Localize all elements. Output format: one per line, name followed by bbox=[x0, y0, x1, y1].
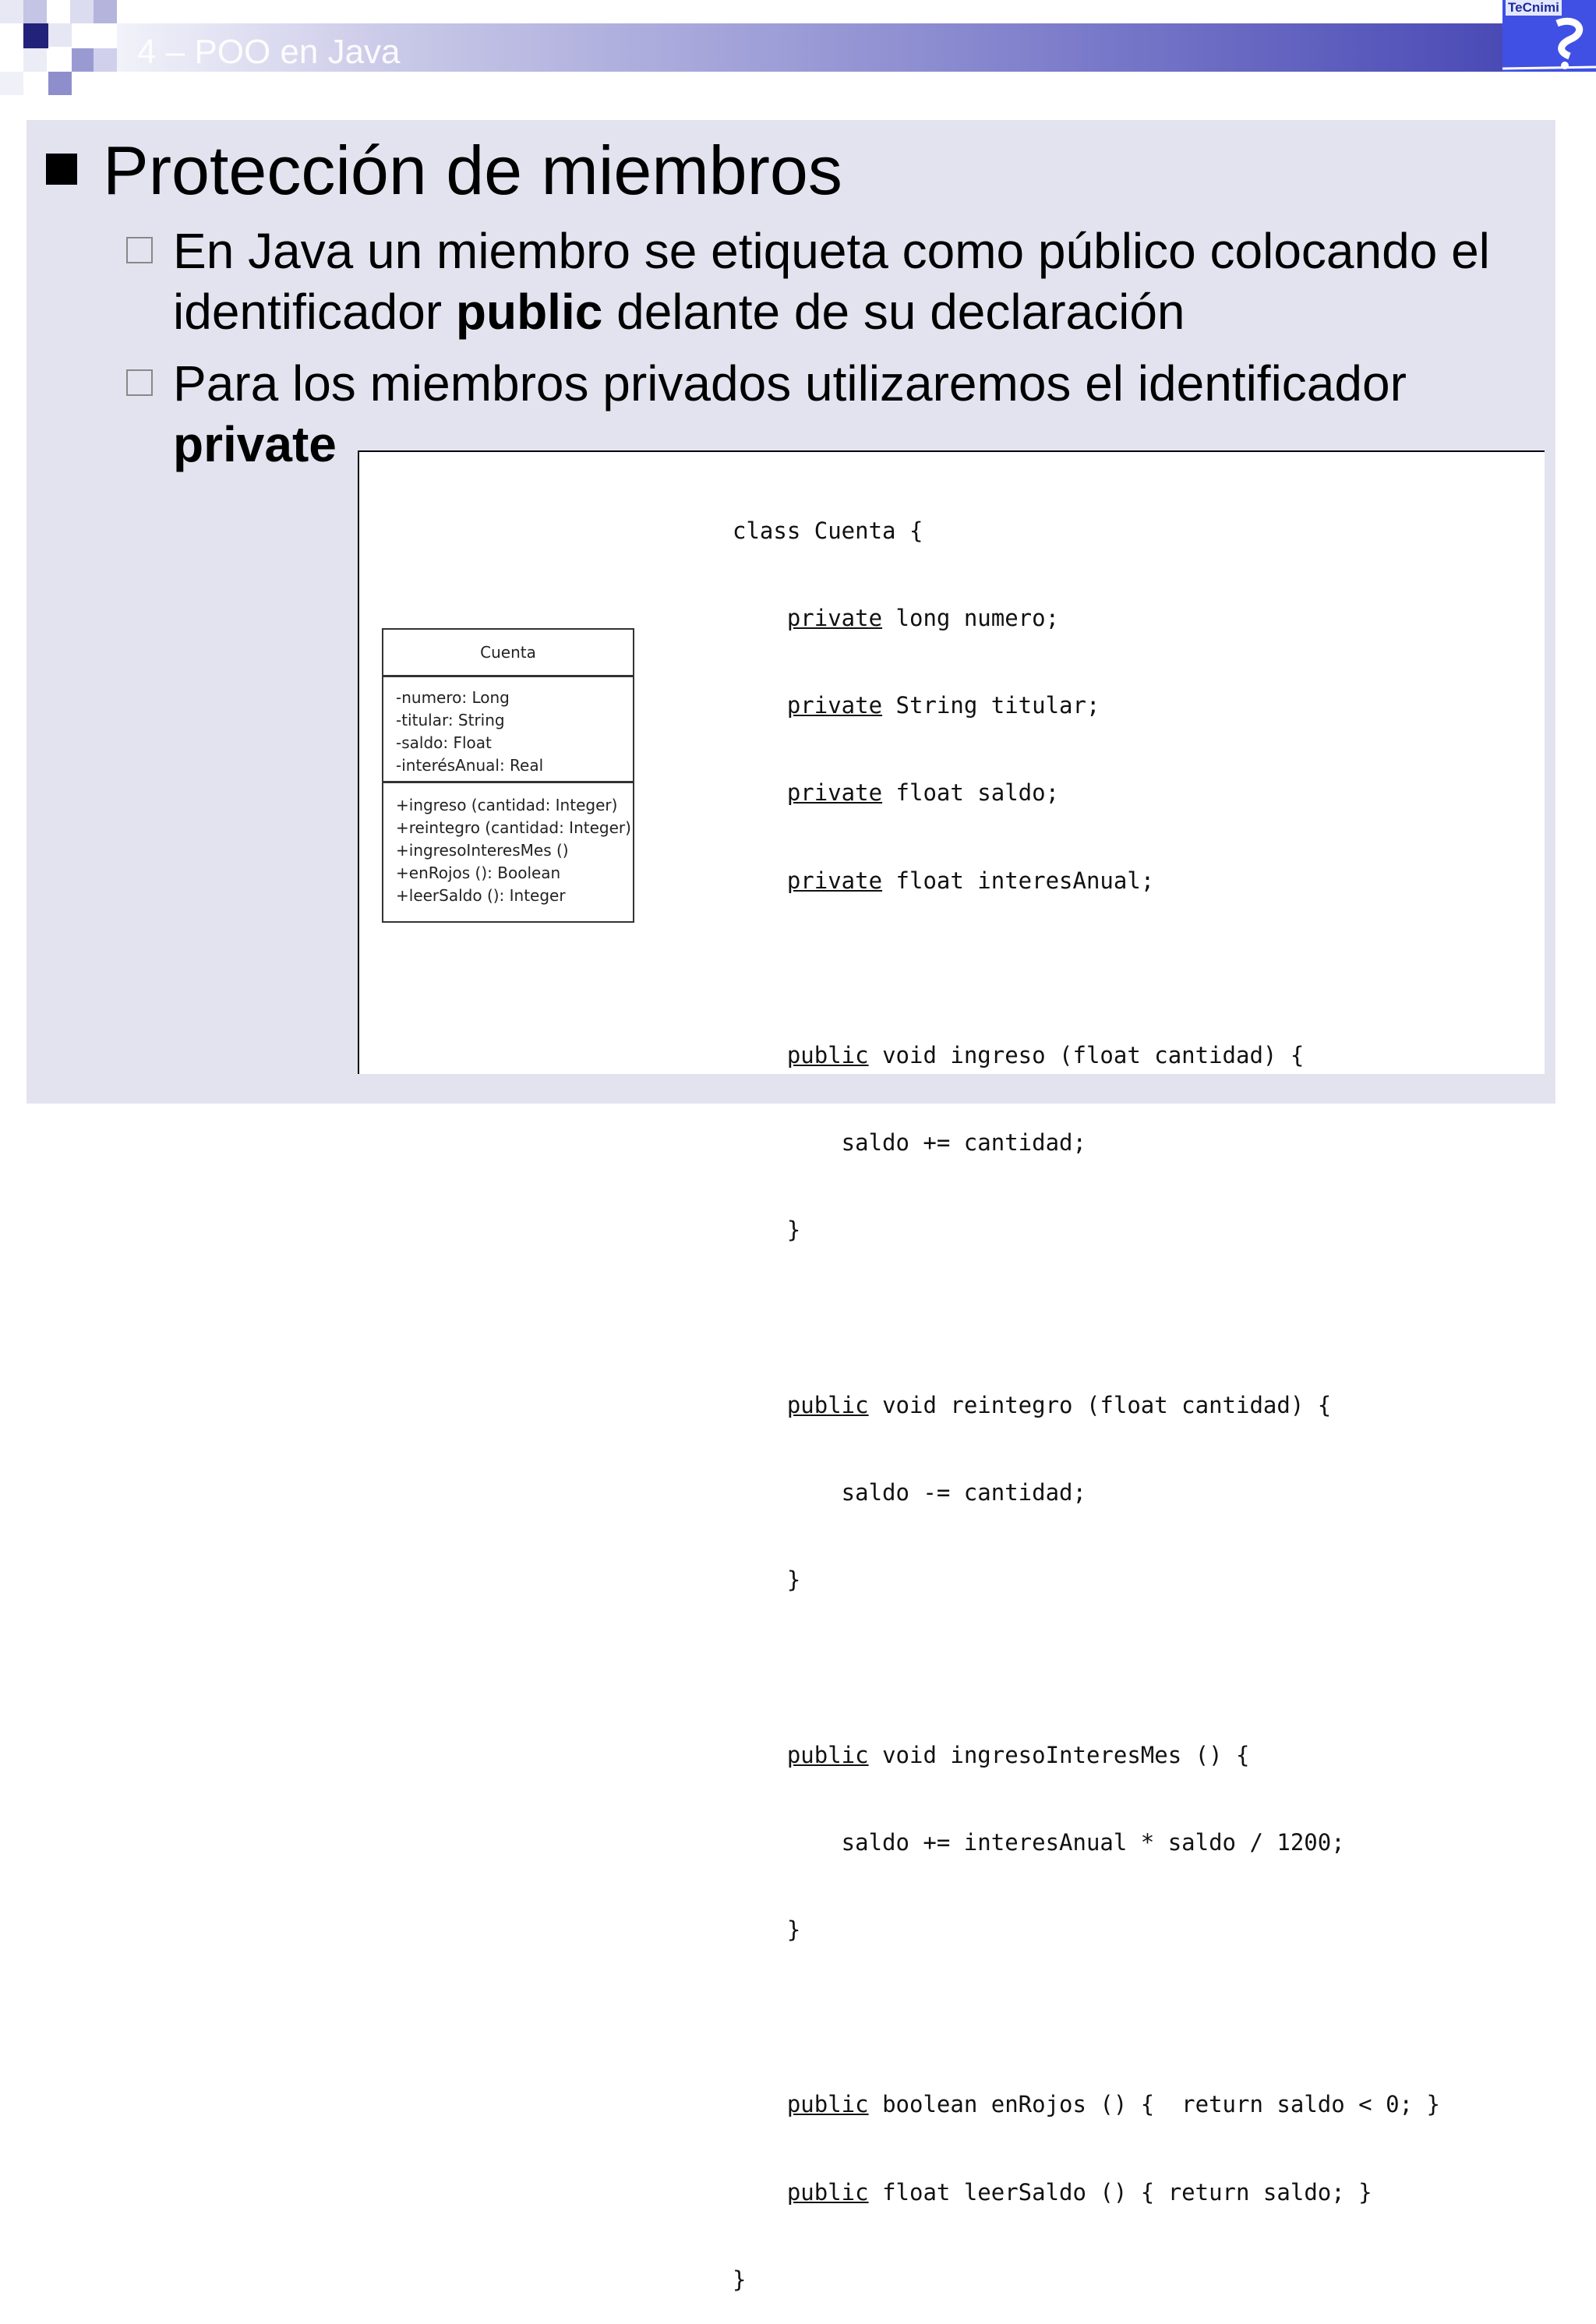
code-text: void ingresoInteresMes () { bbox=[868, 1741, 1250, 1768]
uml-attribute: -numero: Long bbox=[396, 688, 510, 707]
deco-square bbox=[23, 48, 47, 72]
code-text: } bbox=[733, 1566, 801, 1594]
code-keyword: public bbox=[786, 2091, 869, 2118]
code-line bbox=[733, 691, 1440, 720]
code-line bbox=[733, 2090, 1440, 2119]
deco-square bbox=[48, 23, 72, 47]
deco-square bbox=[0, 0, 23, 23]
code-keyword: private bbox=[786, 867, 883, 894]
code-line bbox=[733, 2003, 1440, 2032]
code-keyword: private bbox=[786, 779, 883, 807]
bullet-text-2-before: Para los miembros privados utilizaremos el identificador bbox=[173, 355, 1407, 411]
code-text: void ingreso (float cantidad) { bbox=[868, 1042, 1305, 1069]
bullet-square-icon bbox=[46, 154, 77, 185]
code-keyword: public bbox=[786, 1741, 869, 1768]
code-text: long numero; bbox=[882, 605, 1060, 632]
code-keyword: public bbox=[786, 1042, 869, 1069]
code-line bbox=[733, 1391, 1440, 1420]
code-line bbox=[733, 1916, 1440, 1944]
bullet-empty-square-icon bbox=[126, 237, 153, 263]
uml-attribute: -titular: String bbox=[396, 711, 505, 729]
deco-square bbox=[70, 0, 94, 23]
logo bbox=[1502, 0, 1596, 72]
uml-operation: +ingreso (cantidad: Integer) bbox=[396, 796, 618, 814]
code-line bbox=[733, 1566, 1440, 1595]
uml-class-name: Cuenta bbox=[383, 630, 633, 677]
bullet-text-1-before: En Java un miembro se etiqueta como público colocando el identificador bbox=[173, 223, 1490, 340]
uml-operation: +enRojos (): Boolean bbox=[396, 864, 561, 882]
code-text: float leerSaldo () { return saldo; } bbox=[868, 2178, 1372, 2206]
code-line bbox=[733, 517, 1440, 546]
code-indent bbox=[733, 692, 787, 719]
uml-operation: +ingresoInteresMes () bbox=[396, 841, 569, 860]
logo-text: TeCnimi bbox=[1506, 0, 1562, 16]
code-line bbox=[733, 867, 1440, 895]
code-listing bbox=[733, 458, 1440, 2324]
uml-attribute: -interésAnual: Real bbox=[396, 756, 544, 775]
code-text: saldo -= cantidad; bbox=[733, 1479, 1086, 1506]
code-text: } bbox=[733, 1916, 801, 1944]
code-text: saldo += interesAnual * saldo / 1200; bbox=[733, 1828, 1345, 1856]
code-text: } bbox=[733, 2266, 747, 2293]
slide-title: Protección de miembros bbox=[103, 132, 842, 209]
code-line bbox=[733, 954, 1440, 983]
code-indent bbox=[733, 867, 787, 894]
bullet-text-1-after: delante de su declaración bbox=[602, 284, 1185, 340]
code-line bbox=[733, 779, 1440, 807]
code-line bbox=[733, 604, 1440, 633]
deco-square bbox=[48, 72, 72, 95]
uml-operation: +leerSaldo (): Integer bbox=[396, 886, 566, 905]
code-text: String titular; bbox=[882, 692, 1100, 719]
deco-square bbox=[23, 23, 48, 48]
uml-attribute: -saldo: Float bbox=[396, 733, 492, 752]
code-text: float interesAnual; bbox=[882, 867, 1155, 894]
bullet-text-1-keyword: public bbox=[455, 284, 603, 340]
code-keyword: private bbox=[786, 692, 883, 719]
code-text: void reintegro (float cantidad) { bbox=[868, 1391, 1332, 1418]
code-line bbox=[733, 1653, 1440, 1682]
code-line bbox=[733, 1828, 1440, 1857]
code-line bbox=[733, 2266, 1440, 2294]
bullet-empty-square-icon bbox=[126, 369, 153, 396]
uml-operation: +reintegro (cantidad: Integer) bbox=[396, 818, 631, 837]
code-indent bbox=[733, 779, 787, 806]
deco-square bbox=[94, 0, 117, 23]
deco-square bbox=[72, 48, 95, 72]
code-indent bbox=[733, 1742, 787, 1768]
code-keyword: public bbox=[786, 1391, 869, 1418]
deco-square bbox=[23, 0, 47, 23]
code-line bbox=[733, 1041, 1440, 1070]
uml-attributes bbox=[383, 677, 633, 783]
code-indent bbox=[733, 1042, 787, 1068]
code-line bbox=[733, 1741, 1440, 1770]
code-line bbox=[733, 1128, 1440, 1157]
code-text: saldo += cantidad; bbox=[733, 1129, 1086, 1157]
code-line bbox=[733, 1478, 1440, 1507]
code-indent bbox=[733, 1392, 787, 1418]
code-line bbox=[733, 1216, 1440, 1245]
code-keyword: private bbox=[786, 605, 883, 632]
code-text: } bbox=[733, 1217, 801, 1244]
code-text: class Cuenta { bbox=[733, 517, 923, 544]
deco-square bbox=[0, 72, 23, 95]
bullet-text-2-keyword: private bbox=[173, 416, 337, 472]
code-text: boolean enRojos () { return saldo < 0; } bbox=[868, 2091, 1440, 2118]
uml-class-diagram bbox=[382, 628, 634, 923]
code-indent bbox=[733, 2091, 787, 2117]
code-keyword: public bbox=[786, 2178, 869, 2206]
code-line bbox=[733, 2178, 1440, 2207]
header-title: 4 – POO en Java bbox=[137, 33, 401, 71]
uml-operations bbox=[383, 783, 633, 907]
code-line bbox=[733, 1304, 1440, 1333]
code-indent bbox=[733, 2179, 787, 2206]
code-text: float saldo; bbox=[882, 779, 1060, 807]
deco-square bbox=[94, 48, 117, 72]
code-indent bbox=[733, 605, 787, 631]
bullet-text-1 bbox=[173, 221, 1529, 342]
